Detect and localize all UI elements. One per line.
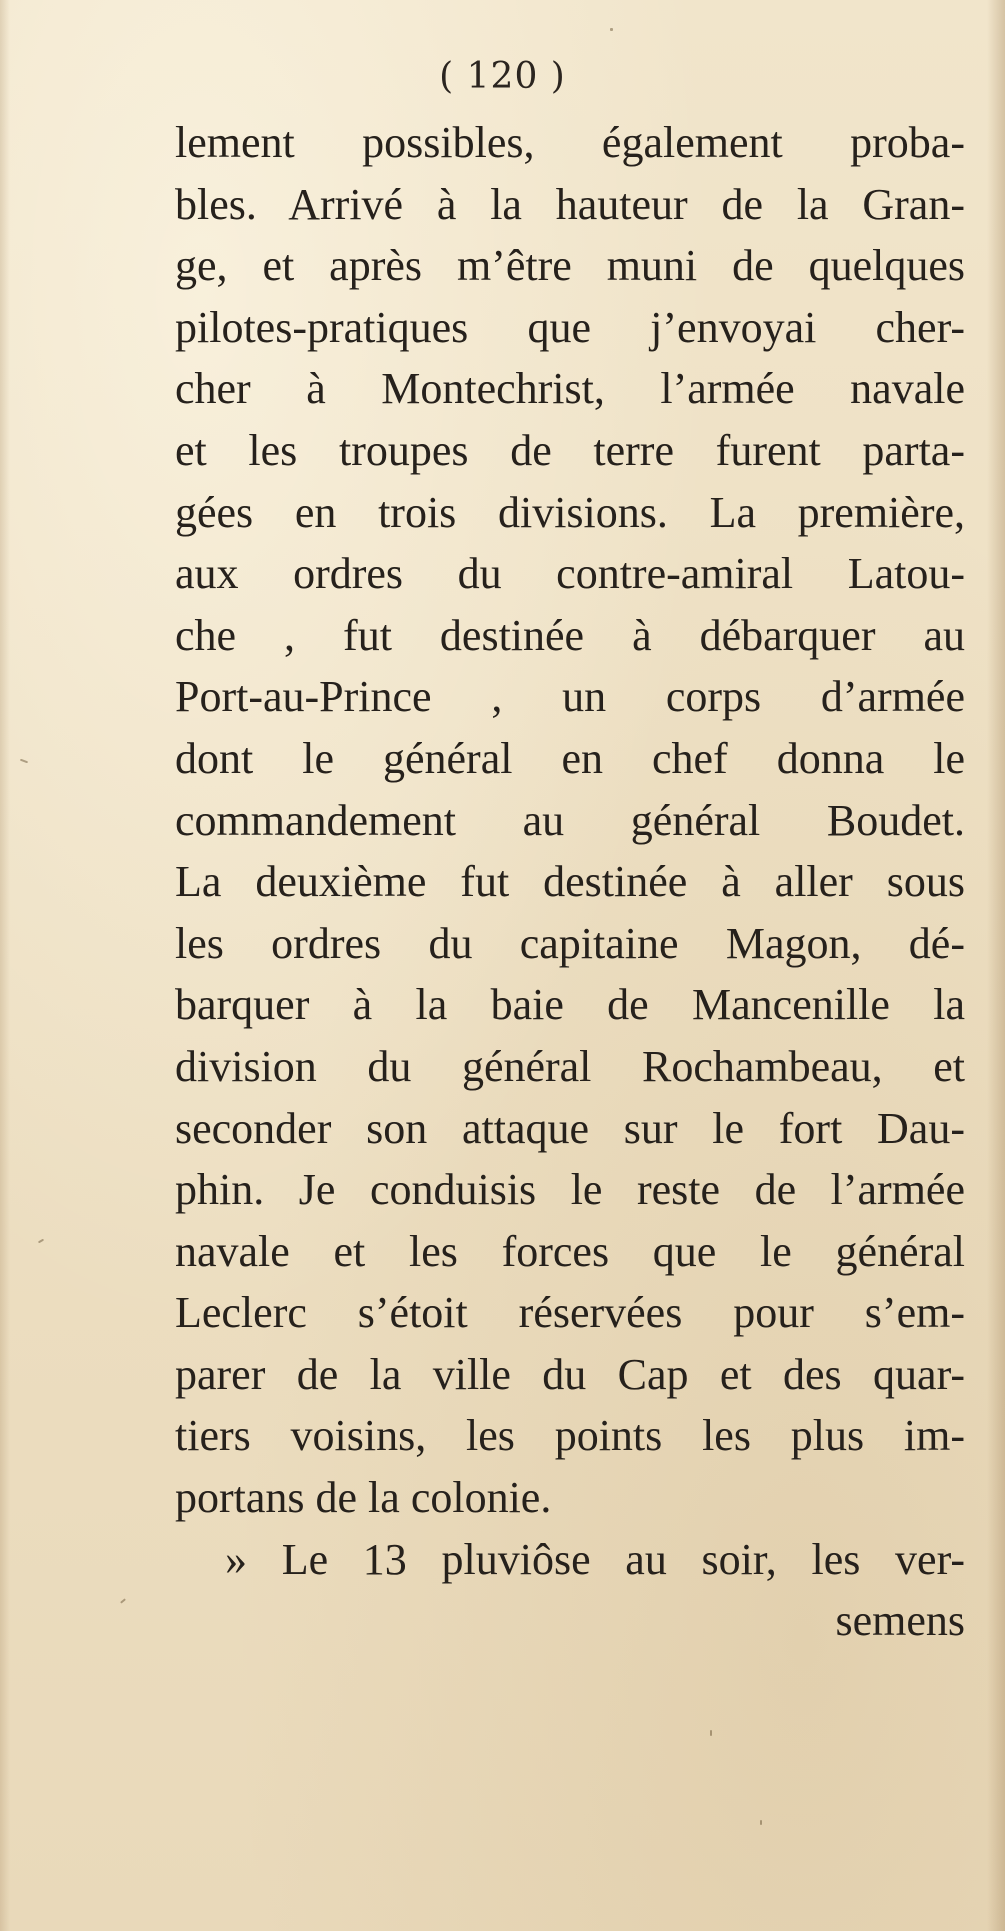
text-line: ge, et après m’être muni de quelques bbox=[175, 241, 965, 291]
paragraph-first-line: » Le 13 pluviôse au soir, les ver- bbox=[225, 1534, 965, 1584]
text-line: division du général Rochambeau, et bbox=[175, 1041, 965, 1091]
text-line: lement possibles, également proba- bbox=[175, 118, 965, 167]
text-line: tiers voisins, les points les plus im- bbox=[175, 1411, 965, 1461]
page-edge-shadow-left bbox=[0, 0, 10, 1931]
text-line: barquer à la baie de Mancenille la bbox=[175, 980, 965, 1030]
paper-speck bbox=[120, 1598, 126, 1603]
text-line: Port-au-Prince , un corps d’armée bbox=[175, 672, 965, 722]
text-line: pilotes-pratiques que j’envoyai cher- bbox=[175, 302, 965, 352]
paragraph-last-line: portans de la colonie. bbox=[175, 1473, 552, 1523]
body-text bbox=[175, 112, 965, 1652]
text-line: les ordres du capitaine Magon, dé- bbox=[175, 918, 965, 968]
text-line: Leclerc s’étoit réservées pour s’em- bbox=[175, 1288, 965, 1338]
paper-speck bbox=[710, 1730, 712, 1736]
text-line: bles. Arrivé à la hauteur de la Gran- bbox=[175, 179, 965, 229]
text-line: seconder son attaque sur le fort Dau- bbox=[175, 1103, 965, 1153]
paper-speck bbox=[20, 759, 28, 764]
text-line: navale et les forces que le général bbox=[175, 1226, 965, 1276]
paper-speck bbox=[610, 28, 613, 31]
page-edge-shadow-right bbox=[987, 0, 1005, 1931]
text-line: et les troupes de terre furent parta- bbox=[175, 425, 965, 475]
text-line: aux ordres du contre-amiral Latou- bbox=[175, 549, 965, 599]
text-line: commandement au général Boudet. bbox=[175, 795, 965, 845]
text-line: che , fut destinée à débarquer au bbox=[175, 610, 965, 660]
text-line: parer de la ville du Cap et des quar- bbox=[175, 1349, 965, 1399]
paper-speck bbox=[760, 1820, 762, 1825]
text-line: cher à Montechrist, l’armée navale bbox=[175, 364, 965, 414]
text-line: dont le général en chef donna le bbox=[175, 733, 965, 783]
text-line: phin. Je conduisis le reste de l’armée bbox=[175, 1165, 965, 1215]
paper-speck bbox=[38, 1239, 44, 1244]
page-number: ( 120 ) bbox=[439, 56, 566, 97]
text-line: La deuxième fut destinée à aller sous bbox=[175, 857, 965, 907]
text-line: gées en trois divisions. La première, bbox=[175, 487, 965, 537]
catchword: semens bbox=[835, 1596, 965, 1646]
